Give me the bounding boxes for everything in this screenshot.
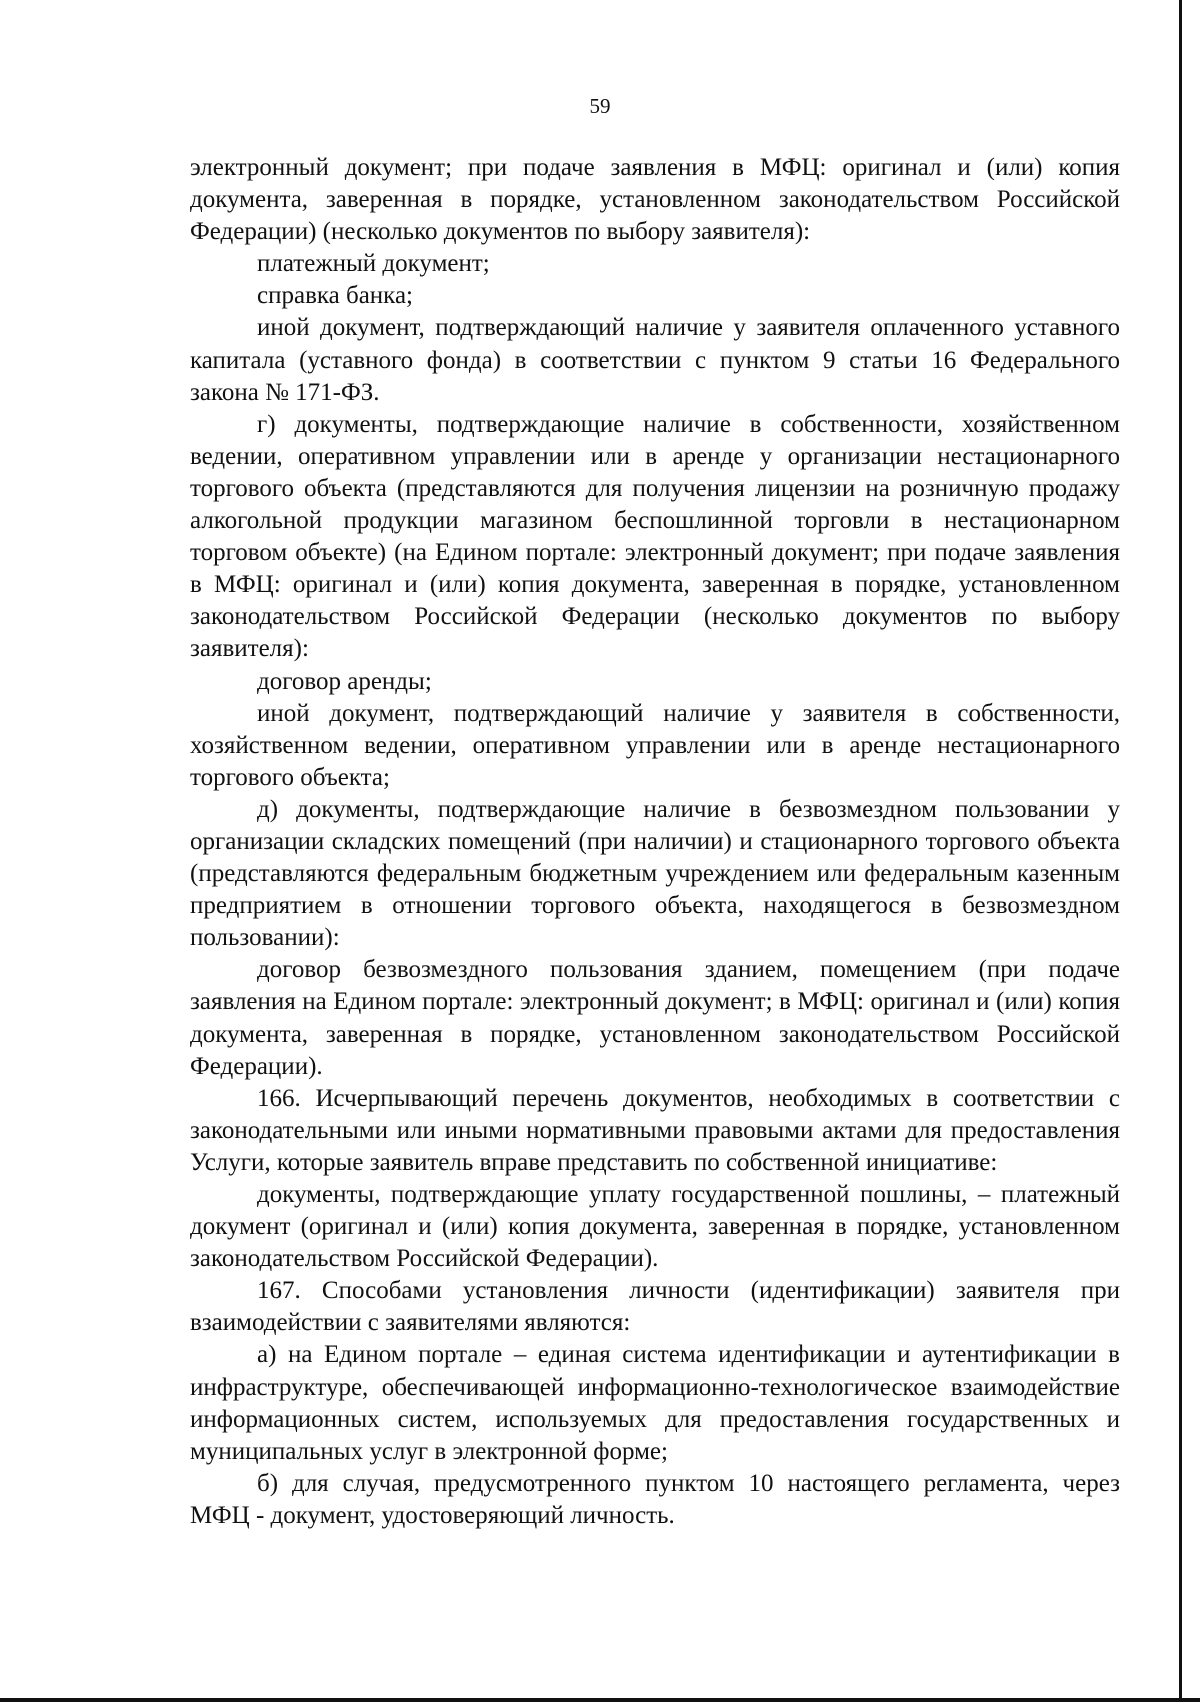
- paragraph-167: 167. Способами установления личности (идентификации) заявителя при взаимодействии с заявителями являются:: [190, 1277, 1120, 1337]
- list-item-lease-agreement: договор аренды;: [257, 667, 432, 695]
- paragraph-166: 166. Исчерпывающий перечень документов, необходимых в соответствии с законодательными или иными нормативными правовыми актами для предоставления Услуги, которые заявитель вправе представить по собственной инициативе:: [190, 1084, 1120, 1176]
- list-item-other-ownership-document: иной документ, подтверждающий наличие у заявителя в собственности, хозяйственном ведении, оперативном управлении или в аренде нестационарного торгового объекта;: [190, 699, 1120, 791]
- document-body: [190, 152, 1120, 1532]
- paragraph-item-a: а) на Едином портале – единая система идентификации и аутентификации в инфраструктуре, обеспечивающей информационно-технологическое взаимодействие информационных систем, используемых для предоставления государственных и муниципальных услуг в электронной форме;: [190, 1341, 1120, 1465]
- paragraph-item-b: б) для случая, предусмотренного пунктом 10 настоящего регламента, через МФЦ - документ, удостоверяющий личность.: [190, 1469, 1120, 1529]
- scan-edge-right: [1179, 0, 1182, 1702]
- paragraph-item-g: г) документы, подтверждающие наличие в собственности, хозяйственном ведении, оперативном управлении или в аренде у организации нестационарного торгового объекта (представляются для получения лицензии на розничную продажу алкогольной продукции магазином беспошлинной торговли в нестационарном торговом объекте) (на Едином портале: электронный документ; при подаче заявления в МФЦ: оригинал и (или) копия документа, заверенная в порядке, установленном законодательством Российской Федерации (несколько документов по выбору заявителя):: [190, 410, 1120, 663]
- list-item-other-document: иной документ, подтверждающий наличие у заявителя оплаченного уставного капитала (уставного фонда) в соответствии с пунктом 9 статьи 16 Федерального закона № 171-ФЗ.: [190, 314, 1120, 406]
- list-item-state-duty-documents: документы, подтверждающие уплату государственной пошлины, – платежный документ (оригинал и (или) копия документа, заверенная в порядке, установленном законодательством Российской Федерации).: [190, 1181, 1120, 1273]
- paragraph-continuation: электронный документ; при подаче заявления в МФЦ: оригинал и (или) копия документа, заверенная в порядке, установленном законодательством Российской Федерации) (несколько документов по выбору заявителя):: [190, 154, 1120, 246]
- scan-edge-bottom: [0, 1698, 1200, 1702]
- page-number: 59: [589, 94, 611, 118]
- list-item-free-use-agreement: договор безвозмездного пользования зданием, помещением (при подаче заявления на Едином портале: электронный документ; в МФЦ: оригинал и (или) копия документа, заверенная в порядке, установленном законодательством Российской Федерации).: [190, 956, 1120, 1080]
- list-item-payment-document: платежный документ;: [257, 250, 490, 278]
- list-item-bank-certificate: справка банка;: [257, 282, 413, 310]
- paragraph-item-d: д) документы, подтверждающие наличие в безвозмездном пользовании у организации складских помещений (при наличии) и стационарного торгового объекта (представляются федеральным бюджетным учреждением или федеральным казенным предприятием в отношении торгового объекта, находящегося в безвозмездном пользовании):: [190, 795, 1120, 952]
